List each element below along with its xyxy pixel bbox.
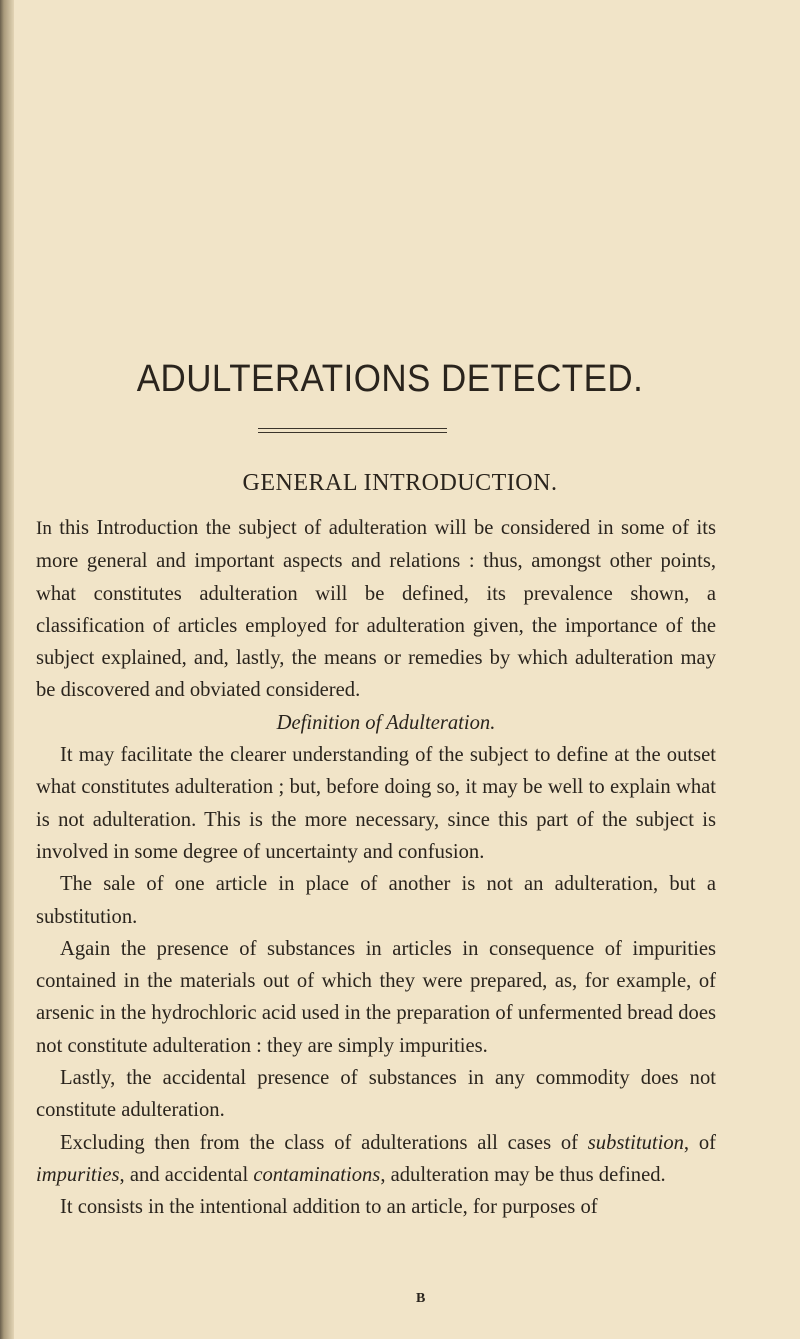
page-edge [0,0,14,1339]
emphasis: substitution [587,1131,684,1154]
emphasis: impurities [36,1163,120,1186]
text-run: , adulteration may be thus defined. [380,1163,666,1186]
paragraph: It may facilitate the clearer understanding of the subject to define at the outset what constitutes adulteration ; but, before doing so, it may be well to explain what is not adulteration. This is the more necessary, since this part of the subject is involved in some degree of uncertainty and confusion. [36,744,716,863]
text-run: , and accidental [119,1163,254,1186]
section-title: GENERAL INTRODUCTION. [242,470,558,496]
excluding-paragraph [36,1127,716,1192]
title-rule-upper [258,428,447,429]
text-run: Excluding then from the class of adulterations all cases of [60,1131,588,1154]
signature-mark: B [416,1291,426,1306]
definition-heading: Definition of Adulteration. [276,711,496,734]
intro-text: this Introduction the subject of adulteration will be considered in some of its more general and important aspects and relations : thus, amongst other points, what constitutes adulteration will be defined, its prevalence shown, a classification of articles employed for adulteration given, the importance of the subject explained, and, lastly, the means or remedies by which adulteration may be discovered and obviated considered. [36,517,716,702]
last-paragraph: It consists in the intentional addition to an article, for purposes of [60,1196,598,1219]
page-title: ADULTERATIONS DETECTED. [136,358,644,400]
text-run: , of [683,1131,716,1154]
body-text [36,512,716,1224]
emphasis: contaminations [253,1163,381,1186]
intro-paragraph [36,512,716,707]
paragraph: Again the presence of substances in articles in consequence of impurities contained in the materials out of which they were prepared, as, for example, of arsenic in the hydrochloric acid used in the preparation of unfermented bread does not constitute adulteration : they are simply impurities. [36,937,716,1057]
paragraph: The sale of one article in place of another is not an adulteration, but a substitution. [36,873,716,928]
title-rule-lower [258,432,447,433]
paragraph: Lastly, the accidental presence of substances in any commodity does not constitute adulteration. [36,1067,716,1122]
intro-lead-word: In [36,518,52,539]
